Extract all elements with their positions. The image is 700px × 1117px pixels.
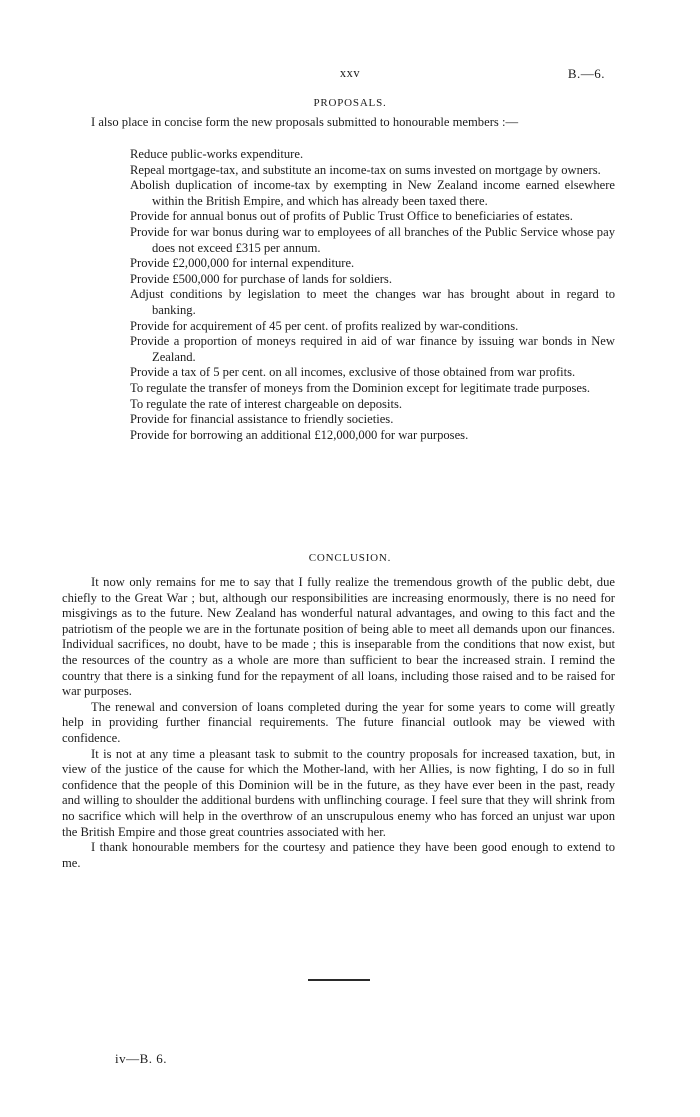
conclusion-paragraph: It now only remains for me to say that I fully realize the tremendous growth of the public debt, due chiefly to the Great War ; but, although our responsibilities are increasing enormously, there is no need for misgivings as to the future. New Zealand has wonderful natural advantages, and owing to this fact and the patriotism of the people we are in the fortunate position of being able to meet all demands upon our finances. Individual sacrifices, no doubt, have to be made ; this is inseparable from the conditions that now exist, but the resources of the country as a whole are more than sufficient to bear the increased strain. I remind the country that there is a sinking fund for the repayment of all loans, including those raised and to be raised for war purposes.: [62, 575, 615, 699]
conclusion-paragraph: It is not at any time a pleasant task to submit to the country proposals for increased taxation, but, in view of the justice of the cause for which the Mother-land, with her Allies, is now fighting, I do so in full confidence that the people of this Dominion will be in the future, as they have ever been in the past, ready and willing to shoulder the additional burdens with unflinching courage. I feel sure that they will shrink from no sacrifice which will help in the overthrow of an unscrupulous enemy who has forced an unjust war upon the British Empire and those great countries associated with her.: [62, 746, 615, 839]
conclusion-paragraph: The renewal and conversion of loans completed during the year for some years to come will greatly help in providing further financial requirements. The future financial outlook may be viewed with confidence.: [62, 699, 615, 745]
proposals-intro: [62, 115, 615, 131]
proposal-item: Provide a tax of 5 per cent. on all incomes, exclusive of those obtained from war profits.: [130, 365, 576, 380]
document-reference: B.—6.: [567, 66, 605, 81]
proposal-item: Provide for borrowing an additional £12,000,000 for war purposes.: [130, 427, 469, 442]
conclusion-paragraph: I thank honourable members for the courtesy and patience they have been good enough to extend to me.: [62, 840, 615, 870]
proposal-item: Provide for acquirement of 45 per cent. of profits realized by war-conditions.: [130, 318, 519, 333]
proposal-item: Provide £2,000,000 for internal expenditure.: [130, 256, 355, 271]
proposal-item: Provide for war bonus during war to employees of all branches of the Public Service whose pay does not exceed £315 per annum.: [130, 224, 615, 255]
proposal-item: Provide £500,000 for purchase of lands for soldiers.: [130, 271, 392, 286]
proposal-item: Reduce public-works expenditure.: [130, 147, 304, 161]
proposal-item: Repeal mortgage-tax, and substitute an income-tax on sums invested on mortgage by owners.: [130, 162, 601, 177]
proposals-heading: PROPOSALS.: [313, 97, 387, 109]
proposal-item: To regulate the transfer of moneys from the Dominion except for legitimate trade purposes.: [130, 380, 591, 395]
page-number: xxv: [339, 66, 361, 80]
conclusion-body: [62, 575, 615, 871]
proposal-item: To regulate the rate of interest chargeable on deposits.: [130, 396, 402, 411]
proposals-list: [130, 147, 615, 443]
intro-paragraph: I also place in concise form the new proposals submitted to honourable members :—: [91, 115, 519, 129]
section-divider: [308, 979, 370, 981]
proposal-item: Adjust conditions by legislation to meet the changes war has brought about in regard to banking.: [130, 287, 615, 317]
proposal-item: Abolish duplication of income-tax by exempting in New Zealand income earned elsewhere within the British Empire, and which has already been taxed there.: [130, 178, 615, 208]
conclusion-heading: CONCLUSION.: [308, 552, 392, 564]
proposal-item: Provide a proportion of moneys required in aid of war finance by issuing war bonds in New Zealand.: [130, 334, 615, 364]
proposal-item: Provide for annual bonus out of profits of Public Trust Office to beneficiaries of estates.: [130, 209, 573, 224]
footer-signature: iv—B. 6.: [115, 1051, 168, 1066]
proposal-item: Provide for financial assistance to friendly societies.: [130, 412, 394, 427]
